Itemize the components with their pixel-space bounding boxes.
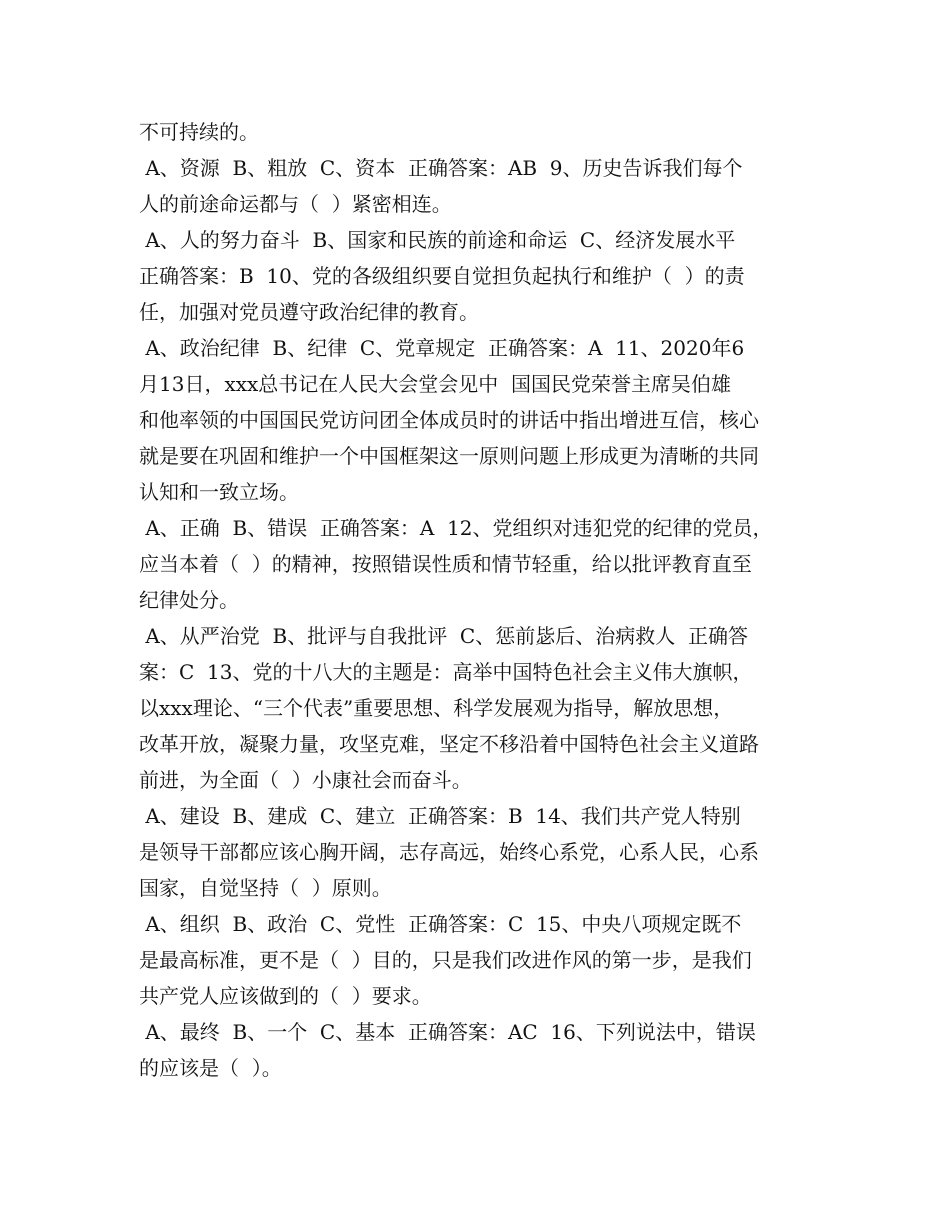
text-line: 国家，自觉坚持（ ）原则。 [139,876,392,900]
text-line: 的应该是（ ）。 [139,1056,282,1080]
text-line: A、资源 B、粗放 C、资本 正确答案：AB 9、历史告诉我们每个 [139,156,743,180]
text-line: 任，加强对党员遵守政治纪律的教育。 [139,300,479,324]
text-line: 纪律处分。 [139,588,239,612]
text-line: 和他率领的中国国民党访问团全体成员时的讲话中指出增进互信，核心 [139,408,759,432]
text-line: A、从严治党 B、批评与自我批评 C、惩前毖后、治病救人 正确答 [139,624,748,648]
text-line: 认知和一致立场。 [139,480,299,504]
text-line: 是最高标准，更不是（ ）目的，只是我们改进作风的第一步，是我们 [139,948,752,972]
text-line: 改革开放，凝聚力量，攻坚克难，坚定不移沿着中国特色社会主义道路 [139,732,759,756]
text-line: A、组织 B、政治 C、党性 正确答案：C 15、中央八项规定既不 [139,912,742,936]
text-line: A、建设 B、建成 C、建立 正确答案：B 14、我们共产党人特别 [139,804,741,828]
text-line: 以xxx理论、“三个代表”重要思想、科学发展观为指导，解放思想， [139,696,734,720]
text-line: 人的前途命运都与（ ）紧密相连。 [139,192,452,216]
text-line: 正确答案：B 10、党的各级组织要自觉担负起执行和维护（ ）的责 [139,264,745,288]
text-line: 案：C 13、党的十八大的主题是：高举中国特色社会主义伟大旗帜， [139,660,753,684]
text-line: A、政治纪律 B、纪律 C、党章规定 正确答案：A 11、2020年6 [139,336,745,360]
text-line: 就是要在巩固和维护一个中国框架这一原则问题上形成更为清晰的共同 [139,444,759,468]
text-line: 应当本着（ ）的精神，按照错误性质和情节轻重，给以批评教育直至 [139,552,752,576]
text-line: 前进，为全面（ ）小康社会而奋斗。 [139,768,472,792]
text-line: A、人的努力奋斗 B、国家和民族的前途和命运 C、经济发展水平 [139,228,736,252]
text-line: 月13日，xxx总书记在人民大会堂会见中 国国民党荣誉主席吴伯雄 [139,372,732,396]
text-line: 是领导干部都应该心胸开阔，志存高远，始终心系党，心系人民，心系 [139,840,759,864]
text-line: A、最终 B、一个 C、基本 正确答案：AC 16、下列说法中，错误 [139,1020,756,1044]
text-line: 不可持续的。 [139,120,259,144]
text-line: 共产党人应该做到的（ ）要求。 [139,984,432,1008]
text-line: A、正确 B、错误 正确答案：A 12、党组织对违犯党的纪律的党员， [139,516,773,540]
body-text [139,114,819,1086]
